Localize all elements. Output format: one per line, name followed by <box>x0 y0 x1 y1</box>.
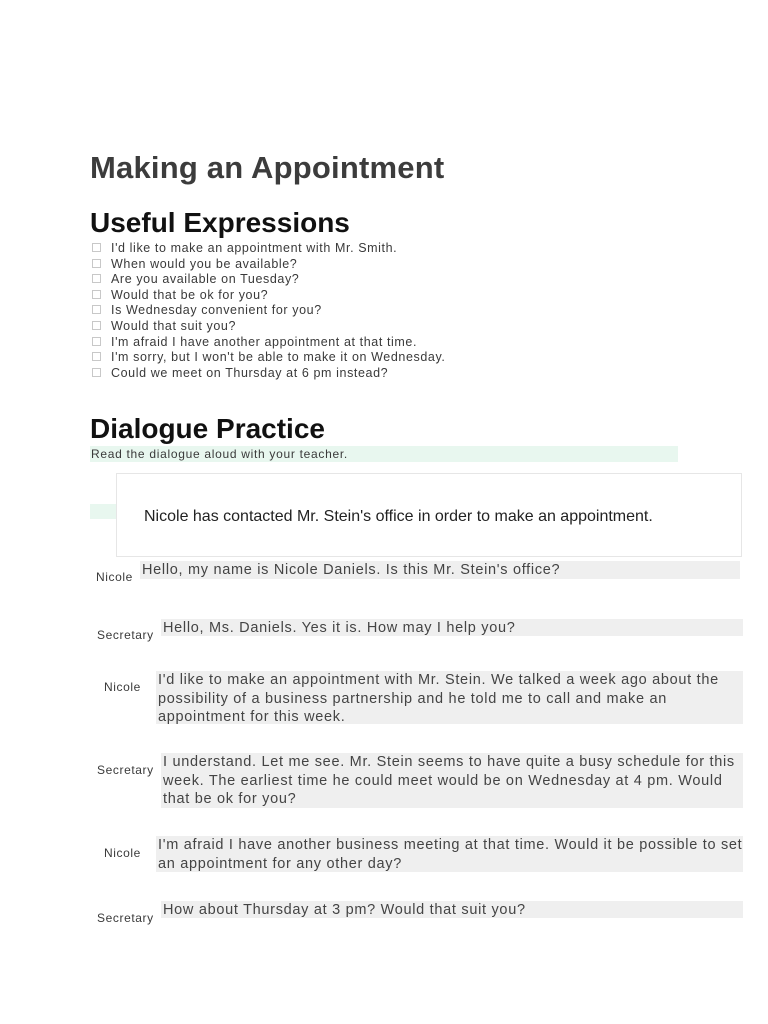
speaker-label: Secretary <box>97 763 154 777</box>
dialogue-line: I'd like to make an appointment with Mr. Stein. We talked a week ago about the possibility of a business partnership and he told me to call and make an appointment for this week. <box>156 671 743 724</box>
list-item <box>92 319 445 335</box>
checkbox-bullet-icon <box>92 321 101 330</box>
expression-text: Is Wednesday convenient for you? <box>111 303 322 318</box>
expression-text: Are you available on Tuesday? <box>111 272 300 287</box>
list-item <box>92 335 445 351</box>
expression-text: When would you be available? <box>111 256 298 271</box>
dialogue-line: I understand. Let me see. Mr. Stein seems to have quite a busy schedule for this week. The earliest time he could meet would be on Wednesday at 4 pm. Would that be ok for you? <box>161 753 743 808</box>
expression-text: Would that be ok for you? <box>111 287 269 302</box>
list-item <box>92 350 445 366</box>
checkbox-bullet-icon <box>92 352 101 361</box>
page-title: Making an Appointment <box>90 150 445 185</box>
speaker-label: Nicole <box>104 680 141 694</box>
dialogue-practice-heading: Dialogue Practice <box>90 413 325 444</box>
checkbox-bullet-icon <box>92 305 101 314</box>
list-item <box>92 366 445 382</box>
checkbox-bullet-icon <box>92 290 101 299</box>
dialogue-line: Hello, Ms. Daniels. Yes it is. How may I help you? <box>161 619 743 636</box>
speaker-label: Secretary <box>97 628 154 642</box>
checkbox-bullet-icon <box>92 337 101 346</box>
scene-text: Nicole has contacted Mr. Stein's office in order to make an appointment. <box>144 508 653 525</box>
checkbox-bullet-icon <box>92 259 101 268</box>
list-item <box>92 241 445 257</box>
dialogue-line: How about Thursday at 3 pm? Would that suit you? <box>161 901 743 918</box>
list-item <box>92 303 445 319</box>
checkbox-bullet-icon <box>92 243 101 252</box>
expression-text: I'm sorry, but I won't be able to make it on Wednesday. <box>111 350 446 365</box>
dialogue-line: I'm afraid I have another business meeting at that time. Would it be possible to set an appointment for any other day? <box>158 837 743 872</box>
expression-text: Would that suit you? <box>111 318 237 333</box>
list-item <box>92 257 445 273</box>
expression-text: I'm afraid I have another appointment at that time. <box>111 334 418 349</box>
instruction-text: Read the dialogue aloud with your teacher. <box>91 447 348 461</box>
speaker-label: Nicole <box>96 570 133 584</box>
checkbox-bullet-icon <box>92 368 101 377</box>
checkbox-bullet-icon <box>92 274 101 283</box>
expressions-list <box>92 241 445 381</box>
dialogue-line: Hello, my name is Nicole Daniels. Is this Mr. Stein's office? <box>140 561 740 579</box>
useful-expressions-heading: Useful Expressions <box>90 207 350 238</box>
speaker-label: Nicole <box>104 846 141 860</box>
speaker-label: Secretary <box>97 911 154 925</box>
list-item <box>92 288 445 304</box>
list-item <box>92 272 445 288</box>
expression-text: I'd like to make an appointment with Mr. Smith. <box>111 241 398 255</box>
expression-text: Could we meet on Thursday at 6 pm instead? <box>111 365 389 380</box>
scene-box <box>116 473 742 557</box>
